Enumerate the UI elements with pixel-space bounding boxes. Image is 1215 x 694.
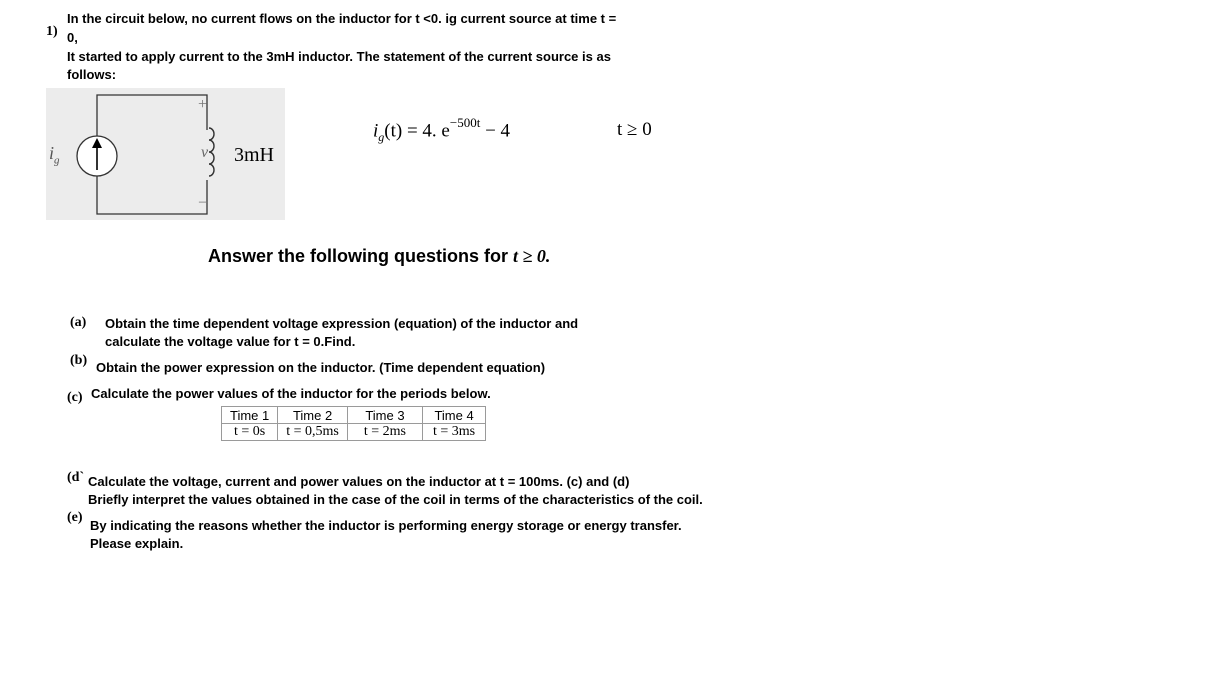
question-a-line-1: Obtain the time dependent voltage expression (equation) of the inductor and [105, 316, 579, 331]
table-row [222, 424, 486, 441]
voltage-label: v [201, 144, 209, 161]
table-header-cell: Time 2 [278, 407, 348, 424]
question-d-line-1: Calculate the voltage, current and power values on the inductor at t = 100ms. (c) and (d) [88, 474, 630, 489]
question-c-line-1: Calculate the power values of the inductor for the periods below. [91, 386, 491, 401]
answer-heading: Answer the following questions for t ≥ 0. [208, 246, 551, 266]
table-cell: t = 2ms [347, 424, 422, 441]
table-cell: t = 0s [222, 424, 278, 441]
time-condition: t ≥ 0 [617, 119, 652, 140]
inductor-coil-icon [209, 128, 214, 176]
intro-line-1b: 0, [67, 30, 78, 45]
question-e-line-2: Please explain. [90, 536, 184, 551]
problem-number: 1) [46, 24, 58, 39]
intro-line-1: In the circuit below, no current flows on the inductor for t <0. ig current source at time t = [67, 11, 617, 26]
question-e-line-1: By indicating the reasons whether the inductor is performing energy storage or energy transfer. [90, 518, 682, 533]
table-header-cell: Time 1 [222, 407, 278, 424]
bottom-wire [97, 176, 207, 214]
table-header-cell: Time 4 [423, 407, 486, 424]
intro-line-3: follows: [67, 67, 117, 82]
current-equation: $i_g(t) = 4$. $e^{-500t} - 4$ [373, 115, 511, 145]
question-b-line-1: Obtain the power expression on the inductor. (Time dependent equation) [96, 360, 546, 375]
table-header-cell: Time 3 [347, 407, 422, 424]
circuit-schematic [0, 0, 300, 230]
plus-sign: + [198, 96, 208, 113]
top-wire [97, 95, 207, 136]
time-periods-table [221, 406, 486, 441]
table-cell: t = 3ms [423, 424, 486, 441]
question-d-label: (d` [67, 470, 85, 485]
table-cell: t = 0,5ms [278, 424, 348, 441]
intro-line-2: It started to apply current to the 3mH inductor. The statement of the current source is as [67, 49, 611, 64]
minus-sign: – [199, 193, 207, 210]
question-b-label: (b) [70, 353, 88, 368]
question-a-line-2: calculate the voltage value for t = 0.Find. [105, 334, 356, 349]
question-e-label: (e) [67, 510, 83, 525]
table-header-row [222, 407, 486, 424]
question-c-label: (c) [67, 390, 83, 405]
question-d-line-2: Briefly interpret the values obtained in the case of the coil in terms of the characteristics of the coil. [88, 492, 703, 507]
source-label: $i_g$ [49, 143, 60, 167]
inductor-value: 3mH [234, 144, 274, 166]
question-a-label: (a) [70, 315, 87, 330]
